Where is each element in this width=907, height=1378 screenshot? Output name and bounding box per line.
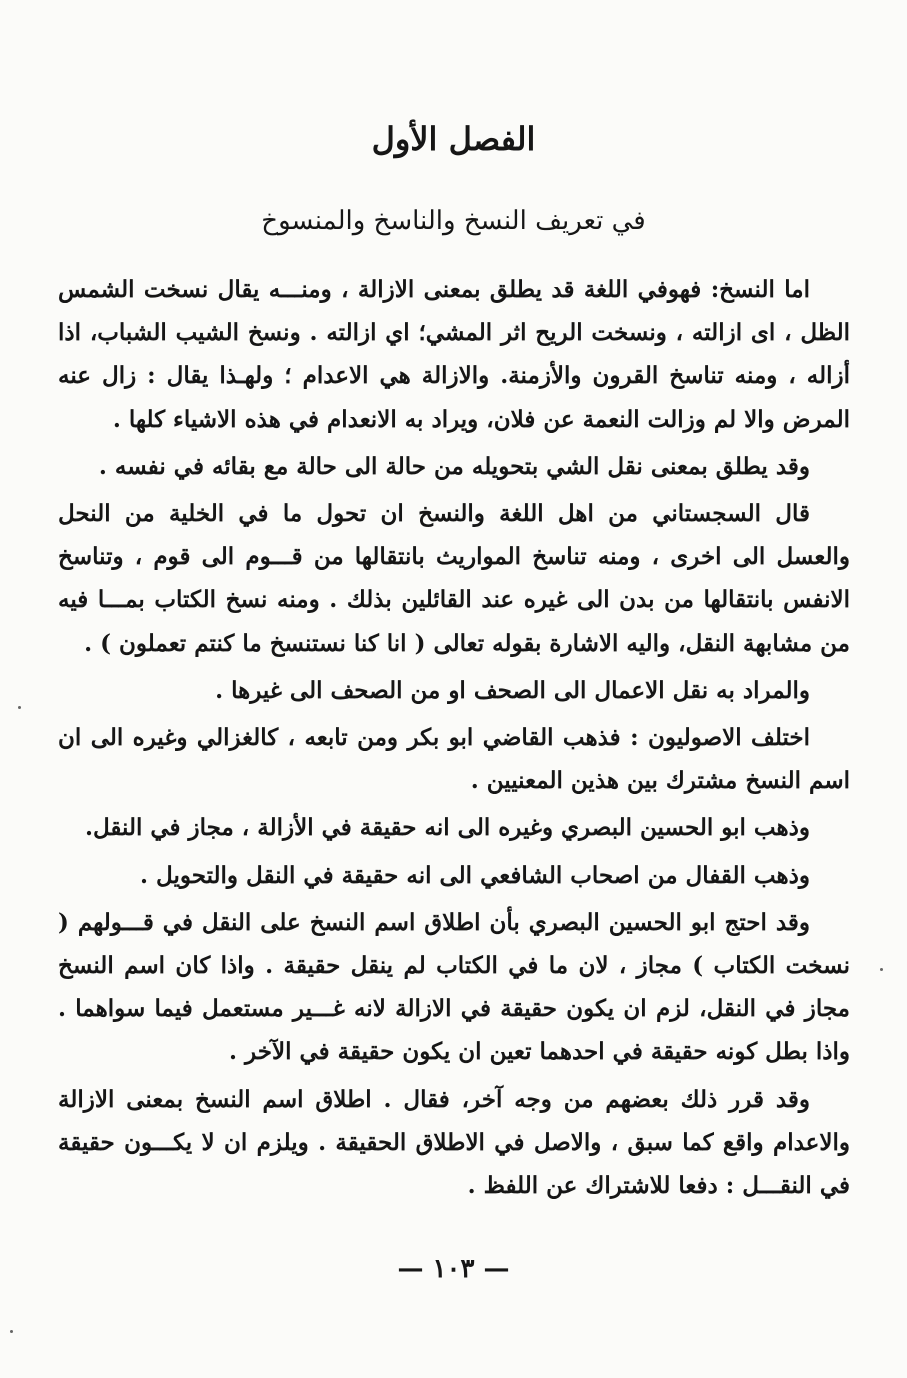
body-text [58,268,850,1211]
paragraph: وقد قرر ذلك بعضهم من وجه آخر، فقال . اطلاق اسم النسخ بمعنى الازالة والاعدام واقع كما سبق ، والاصل في الاطلاق الحقيقة . ويلزم ان لا يكـــون حقيقة في النقـــل : دفعا للاشتراك عن اللفظ . [58,1085,850,1200]
paragraph: اما النسخ: فهوفي اللغة قد يطلق بمعنى الازالة ، ومنـــه يقال نسخت الشمس الظل ، اى ازالته ، ونسخت الريح اثر المشي؛ اي ازالته . ونسخ الشيب الشباب، اذا أزاله ، ومنه تناسخ القرون والأزمنة. والازالة هي الاعدام ؛ ولهـذا يقال : زال عنه المرض والا لم وزالت النعمة عن فلان، ويراد به الانعدام في هذه الاشياء كلها . [58,276,850,433]
paragraph: اختلف الاصوليون : فذهب القاضي ابو بكر ومن تابعه ، كالغزالي وغيره الى ان اسم النسخ مشترك بين هذين المعنيين . [58,724,850,795]
scan-speck [18,706,21,709]
paragraph: وقد يطلق بمعنى نقل الشي بتحويله من حالة الى حالة مع بقائه في نفسه . [98,452,810,480]
page-number: — ١٠٣ — [397,1254,510,1284]
paragraph: والمراد به نقل الاعمال الى الصحف او من الصحف الى غيرها . [215,676,810,704]
scan-speck [10,1330,13,1333]
paragraph: وذهب ابو الحسين البصري وغيره الى انه حقيقة في الأزالة ، مجاز في النقل. [84,814,810,842]
paragraph: قال السجستاني من اهل اللغة والنسخ ان تحول ما في الخلية من النحل والعسل الى اخرى ، ومنه تناسخ المواريث بانتقالها من قـــوم الى قوم ، وتناسخ الانفس بانتقالها من بدن الى غيره عند القائلين بذلك . ومنه نسخ الكتاب بمـــا فيه من مشابهة النقل، واليه الاشارة بقوله تعالى ( انا كنا نستنسخ ما كنتم تعملون ) . [58,500,850,657]
paragraph: وقد احتج ابو الحسين البصري بأن اطلاق اسم النسخ على النقل في قـــولهم ( نسخت الكتاب ) مجاز ، لان ما في الكتاب لم ينقل حقيقة . واذا كان اسم النسخ مجاز في النقل، لزم ان يكون حقيقة في الازالة لانه غـــير مستعمل فيما سواهما . واذا بطل كونه حقيقة في احدهما تعين ان يكون حقيقة في الآخر . [58,908,850,1066]
chapter-subtitle: في تعريف النسخ والناسخ والمنسوخ [261,206,646,236]
scan-speck [880,968,883,971]
chapter-title: الفصل الأول [371,120,536,158]
paragraph: وذهب القفال من اصحاب الشافعي الى انه حقيقة في النقل والتحويل . [140,861,810,889]
